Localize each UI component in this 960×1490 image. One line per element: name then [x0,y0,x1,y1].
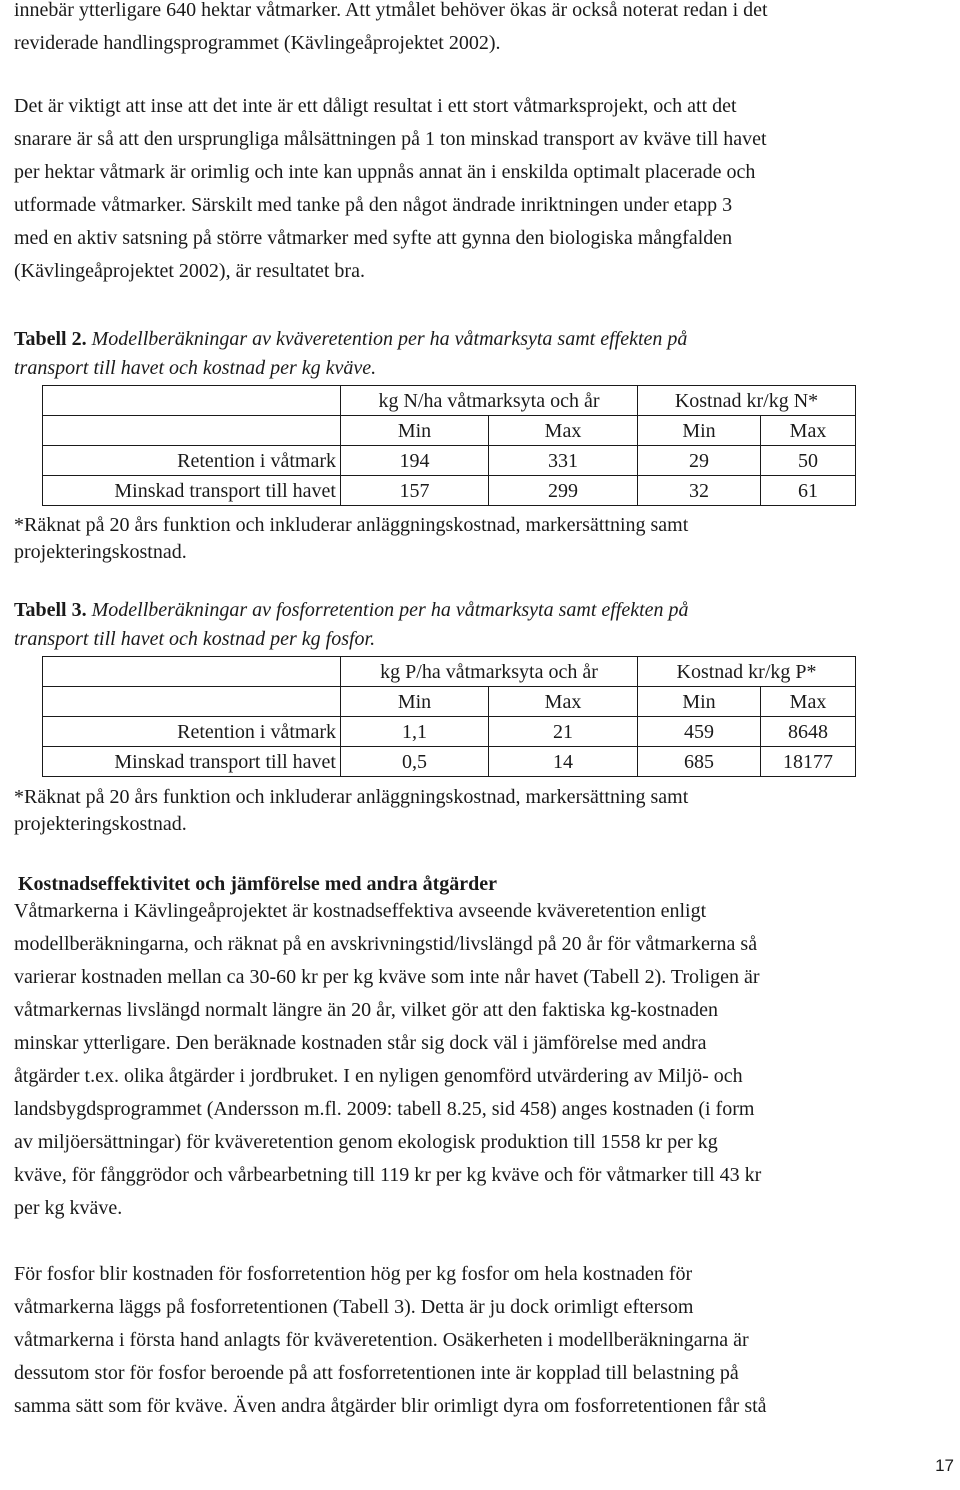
text-line: åtgärder t.ex. olika åtgärder i jordbruket. I en nyligen genomförd utvärdering av Miljö- och [14,1065,743,1087]
text-line: kväve, för fånggrödor och vårbearbetning till 119 kr per kg kväve och för våtmarker till 43 kr [14,1164,762,1186]
table3-header-cost: Kostnad kr/kg P* [638,657,856,687]
table-subheader: Max [489,687,638,717]
table2-caption-text: transport till havet och kostnad per kg kväve. [14,357,377,379]
table3 [42,656,856,777]
table-cell: 32 [638,476,761,506]
paragraph-result [14,90,954,288]
text-line: våtmarkerna läggs på fosforretentionen (Tabell 3). Detta är ju dock orimligt eftersom [14,1296,694,1318]
text-line: modellberäkningarna, och räknat på en avskrivningstid/livslängd på 20 år för våtmarkerna så [14,933,758,955]
table2-caption-text: Modellberäkningar av kväveretention per ha våtmarksyta samt effekten på [86,328,688,350]
text-line: reviderade handlingsprogrammet (Kävlingeåprojektet 2002). [14,32,501,54]
table-cell: 18177 [761,747,856,777]
table-cell: 1,1 [341,717,489,747]
text-line: per hektar våtmark är orimlig och inte kan uppnås annat än i enskilda optimalt placerade och [14,161,756,183]
text-line: Det är viktigt att inse att det inte är ett dåligt resultat i ett stort våtmarksprojekt, och att det [14,95,737,117]
table-cell-blank [43,687,341,717]
table-cell: 21 [489,717,638,747]
table2-caption [14,325,954,383]
text-line: projekteringskostnad. [14,812,187,835]
text-line: snarare är så att den ursprungliga målsättningen på 1 ton minskad transport av kväve till havet [14,128,767,150]
table-row [43,476,856,506]
table3-label: Tabell 3. [14,599,87,621]
text-line: med en aktiv satsning på större våtmarker med syfte att gynna den biologiska mångfalden [14,227,733,249]
table-cell: 685 [638,747,761,777]
table-cell: 14 [489,747,638,777]
table-cell: 8648 [761,717,856,747]
text-line: (Kävlingeåprojektet 2002), är resultatet bra. [14,260,365,282]
table-subheader: Max [489,416,638,446]
page-number: 17 [935,1456,954,1475]
table-cell: 459 [638,717,761,747]
table2-footnote [14,512,954,565]
text-line: minskar ytterligare. Den beräknade kostnaden står sig dock väl i jämförelse med andra [14,1032,707,1054]
table-cell: 61 [761,476,856,506]
table-cell-blank [43,386,341,416]
table-row-label: Retention i våtmark [43,446,341,476]
table-cell: 299 [489,476,638,506]
text-line: våtmarkernas livslängd normalt längre än 20 år, vilket gör att den faktiska kg-kostnaden [14,999,718,1021]
text-line: utformade våtmarker. Särskilt med tanke på den något ändrade inriktningen under etapp 3 [14,194,733,216]
table-cell: 157 [341,476,489,506]
table-subheader: Min [341,416,489,446]
text-line: landsbygdsprogrammet (Andersson m.fl. 2009: tabell 8.25, sid 458) anges kostnaden (i form [14,1098,755,1120]
text-line: projekteringskostnad. [14,540,187,563]
table2-header-retention: kg N/ha våtmarksyta och år [341,386,638,416]
table-row-label: Retention i våtmark [43,717,341,747]
text-line: samma sätt som för kväve. Även andra åtgärder blir orimligt dyra om fosforretentionen får stå [14,1395,767,1417]
table-row-label: Minskad transport till havet [43,747,341,777]
table-cell: 194 [341,446,489,476]
table2-header-cost: Kostnad kr/kg N* [638,386,856,416]
text-line: av miljöersättningar) för kväveretention genom ekologisk produktion till 1558 kr per kg [14,1131,718,1153]
table-row-label: Minskad transport till havet [43,476,341,506]
table-cell: 331 [489,446,638,476]
table-subheader: Max [761,416,856,446]
table-cell: 29 [638,446,761,476]
table-cell-blank [43,416,341,446]
table-row [43,717,856,747]
table-subheader: Max [761,687,856,717]
text-line: *Räknat på 20 års funktion och inkluderar anläggningskostnad, markersättning samt [14,786,689,808]
paragraph-phosphorus [14,1258,954,1423]
table-cell: 50 [761,446,856,476]
table-subheader: Min [638,687,761,717]
text-line: våtmarkerna i första hand anlagts för kväveretention. Osäkerheten i modellberäkningarna är [14,1329,749,1351]
text-line: per kg kväve. [14,1197,123,1219]
text-line: *Räknat på 20 års funktion och inkluderar anläggningskostnad, markersättning samt [14,514,689,536]
text-line: dessutom stor för fosfor beroende på att fosforretentionen inte är kopplad till belastning på [14,1362,739,1384]
table3-caption-text: Modellberäkningar av fosforretention per ha våtmarksyta samt effekten på [86,599,689,621]
table3-caption-text: transport till havet och kostnad per kg fosfor. [14,628,376,650]
table-row [43,446,856,476]
table-cell-blank [43,657,341,687]
text-line: innebär ytterligare 640 hektar våtmarker. Att ytmålet behöver ökas är också noterat redan i det [14,0,768,21]
paragraph-cost-effectiveness [14,895,954,1225]
table-subheader: Min [638,416,761,446]
table3-header-retention: kg P/ha våtmarksyta och år [341,657,638,687]
table-row [43,747,856,777]
text-line: För fosfor blir kostnaden för fosforretention hög per kg fosfor om hela kostnaden för [14,1263,693,1285]
text-line: varierar kostnaden mellan ca 30-60 kr per kg kväve som inte når havet (Tabell 2). Troligen är [14,966,760,988]
table3-footnote [14,784,954,837]
table2-label: Tabell 2. [14,328,87,350]
text-line: Våtmarkerna i Kävlingeåprojektet är kostnadseffektiva avseende kväveretention enligt [14,900,707,922]
table2 [42,385,856,506]
section-heading: Kostnadseffektivitet och jämförelse med andra åtgärder [18,873,497,895]
paragraph-intro [14,0,954,60]
table-subheader: Min [341,687,489,717]
table3-caption [14,596,954,654]
table-cell: 0,5 [341,747,489,777]
